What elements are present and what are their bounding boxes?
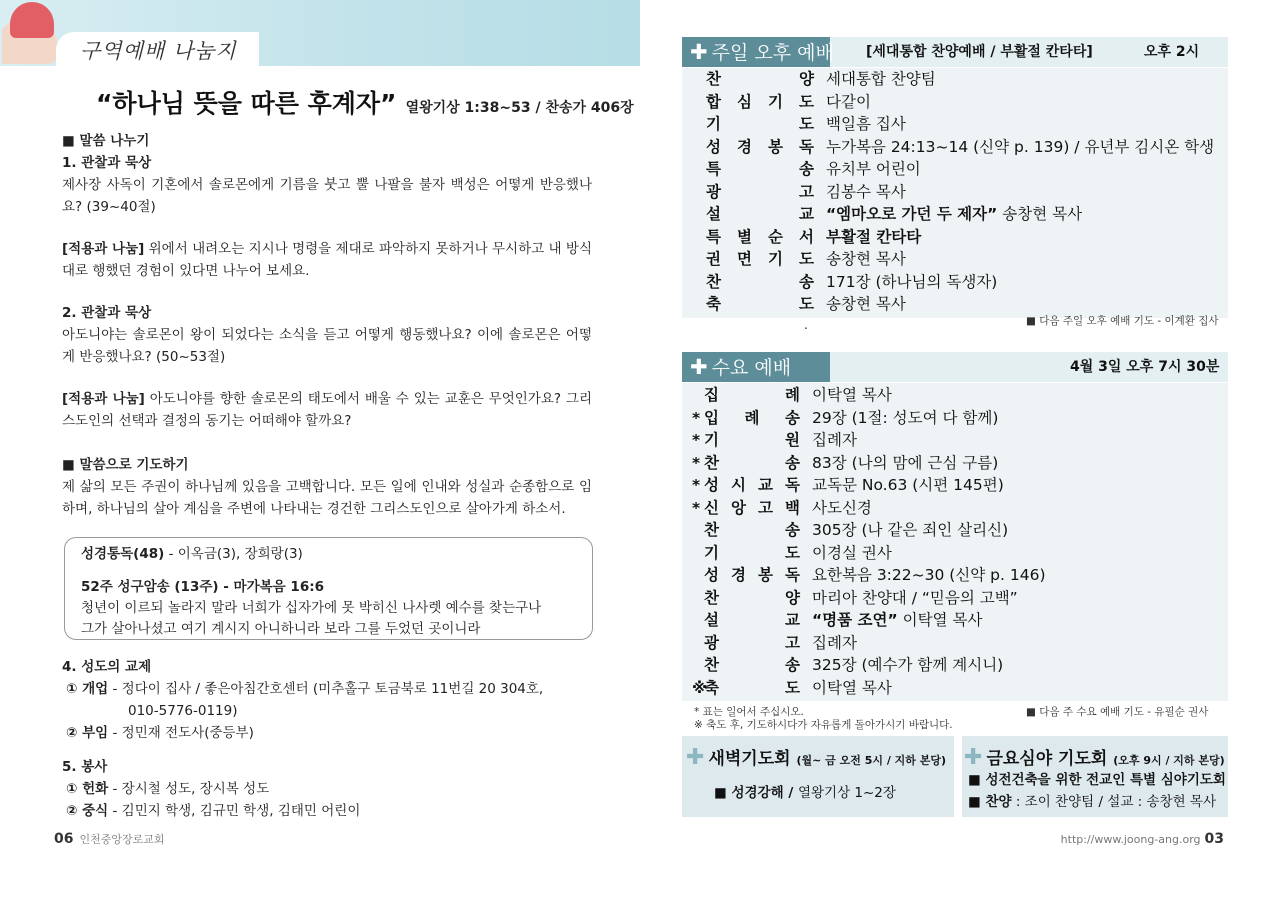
order-label-text: 찬 송 [706, 272, 814, 291]
f1-label: ① 개업 [66, 681, 109, 697]
order-mark [692, 632, 704, 655]
order-value: 다같이 [826, 92, 871, 111]
order-value: 유치부 어린이 [826, 160, 921, 178]
church-name: 인천중앙장로교회 [79, 833, 165, 846]
sermon-title [96, 84, 634, 120]
order-label-text: 축 도 [704, 678, 800, 697]
order-label-text: 기 도 [704, 543, 800, 562]
order-row [692, 677, 1046, 700]
sunday-header-label [682, 37, 834, 67]
prayer-text: 제 삶의 모든 주권이 하나님께 있음을 고백합니다. 모든 일에 인내와 성실과 순종함으로 임하며, 하나님의 살아 계심을 주변에 나타내는 경건한 그리스도인으로 살아가게 하소서. [62, 479, 592, 517]
friday-subtitle: (오후 9시 / 지하 본당) [1113, 754, 1225, 767]
order-label [692, 407, 804, 430]
apply-label: [적용과 나눔] [62, 241, 145, 257]
order-label-text: 찬 송 [704, 453, 800, 472]
order-row [706, 158, 1214, 181]
order-value: 세대통합 찬양팀 [826, 70, 936, 88]
order-label [692, 429, 804, 452]
friday-title-text: 금요심야 기도회 [986, 749, 1108, 769]
order-row [692, 497, 1046, 520]
order-value: 김봉수 목사 [826, 182, 906, 201]
order-label-text: 입 례 송 [704, 408, 800, 427]
order-value: 사도신경 [812, 498, 872, 517]
order-row [706, 91, 1214, 114]
order-value: 이경실 권사 [812, 543, 892, 562]
right-page [640, 0, 1280, 904]
a2-paragraph [62, 388, 592, 432]
order-row [706, 271, 1214, 294]
order-mark: * [692, 431, 701, 449]
dawn-prayer-line [714, 781, 896, 801]
bible-reading-label: 성경통독(48) [81, 546, 165, 562]
plus-icon: ✚ [964, 745, 983, 770]
q1-text: 제사장 사독이 기혼에서 솔로몬에게 기름을 붓고 뿔 나팔을 불자 백성은 어떻게 반응했나요? (39~40절) [62, 177, 592, 215]
order-mark: * [692, 498, 701, 517]
order-mark [692, 564, 704, 587]
order-value: 이탁열 목사 [812, 678, 892, 697]
order-row [692, 587, 1046, 610]
order-value: 집례자 [812, 633, 857, 652]
memory-verse-line2: 그가 살아나셨고 여기 계시지 아니하니라 보라 그를 두었던 곳이니라 [81, 621, 481, 637]
order-value: 이탁열 목사 [812, 386, 892, 404]
order-mark [692, 587, 704, 610]
discussion-content [62, 128, 592, 520]
order-value: 부활절 칸타타 [826, 227, 922, 246]
order-label-text: 성 경 봉 독 [704, 566, 800, 584]
order-label-text: 설 교 [706, 205, 814, 223]
order-value: 마리아 찬양대 / “믿음의 고백” [812, 588, 1018, 607]
order-value: 171장 (하나님의 독생자) [826, 272, 998, 291]
plus-icon: ✚ [686, 745, 705, 770]
order-row [692, 519, 1046, 542]
order-label [706, 91, 818, 114]
order-row [706, 203, 1214, 226]
order-value: “명품 조연” 이탁열 목사 [812, 611, 983, 629]
service-title: 5. 봉사 [62, 759, 108, 775]
order-mark [692, 519, 704, 542]
order-value: 83장 (나의 맘에 근심 구름) [812, 453, 999, 472]
word-sharing-heading: ■ 말씀 나누기 [62, 133, 150, 149]
order-label-text: 특 별 순 서 [706, 227, 814, 246]
q2-title: 2. 관찰과 묵상 [62, 305, 152, 321]
order-label [692, 497, 804, 520]
order-label [706, 181, 818, 204]
order-label [706, 293, 818, 316]
apply-label-2: [적용과 나눔] [62, 391, 145, 407]
sunday-next-note: ■ 다음 주일 오후 예배 기도 - 이계환 집사 [1026, 315, 1219, 327]
right-page-number: 03 [1204, 831, 1224, 847]
order-label [706, 203, 818, 226]
heart-icon [10, 2, 54, 38]
order-label [706, 136, 818, 159]
a2-text: 아도니야를 향한 솔로몬의 태도에서 배울 수 있는 교훈은 무엇인가요? 그리스도인의 선택과 결정의 동기는 어떠해야 할까요? [62, 391, 593, 429]
order-mark [692, 654, 704, 677]
order-label [692, 609, 804, 632]
order-label [692, 654, 804, 677]
order-row [706, 113, 1214, 136]
order-label [692, 587, 804, 610]
fellowship-service [62, 656, 602, 822]
order-label-text: 특 송 [706, 160, 814, 178]
wednesday-note-1: * 표는 일어서 주십시오. [694, 706, 804, 718]
s1-text: - 장시철 성도, 장시복 성도 [108, 781, 270, 797]
order-label-text: 성 경 봉 독 [706, 137, 814, 156]
plus-icon: ✚ [690, 40, 708, 64]
order-row [692, 632, 1046, 655]
order-mark: * [692, 408, 701, 427]
stray-dot: . [804, 318, 808, 332]
order-value: 29장 (1절: 성도여 다 함께) [812, 408, 999, 427]
wednesday-next-note: ■ 다음 주 수요 예배 기도 - 유필순 권사 [1026, 706, 1209, 718]
s1-label: ① 헌화 [66, 781, 109, 797]
order-row [692, 542, 1046, 565]
fellowship-item-2 [62, 722, 602, 744]
memory-verse-line1: 청년이 이르되 놀라지 말라 너희가 십자가에 못 박히신 나사렛 예수를 찾는구나 [81, 600, 542, 616]
order-label [692, 519, 804, 542]
f2-text: - 정민재 전도사(중등부) [108, 725, 254, 741]
order-label-text: 축 도 [706, 295, 814, 313]
order-row [692, 452, 1046, 475]
friday-line-1-text: ■ 성전건축을 위한 전교인 특별 심야기도회 [968, 772, 1226, 788]
order-mark: * [692, 453, 701, 472]
order-label [706, 226, 818, 249]
order-label-text: 합 심 기 도 [706, 92, 814, 111]
sunday-title: 주일 오후 예배 [711, 42, 834, 64]
order-label-text: 광 고 [706, 182, 814, 201]
order-value: 교독문 No.63 (시편 145편) [812, 476, 1004, 494]
order-label-text: 기 원 [704, 431, 800, 449]
sunday-subtitle: [세대통합 찬양예배 / 부활절 칸타타] [866, 44, 1093, 60]
order-value: 백일흠 집사 [826, 115, 906, 133]
sunday-time: 오후 2시 [1144, 44, 1200, 60]
order-mark: * [692, 476, 701, 494]
memory-verse-label: 52주 성구암송 (13주) - 마가복음 16:6 [81, 579, 325, 595]
order-value: 325장 (예수가 함께 계시니) [812, 656, 1004, 674]
friday-prayer-title [964, 744, 1225, 770]
dawn-line-text: 열왕기상 1~2장 [797, 785, 896, 801]
order-row [706, 68, 1214, 91]
order-row [706, 136, 1214, 159]
order-row [706, 248, 1214, 271]
dawn-line-label: ■ 성경강해 / [714, 785, 798, 801]
order-row [692, 474, 1046, 497]
right-footer [1061, 831, 1224, 847]
order-label [706, 113, 818, 136]
wednesday-datetime: 4월 3일 오후 7시 30분 [1070, 359, 1220, 375]
order-label [692, 452, 804, 475]
order-mark [692, 609, 704, 632]
order-mark [692, 542, 704, 565]
wednesday-order-list [692, 384, 1046, 699]
order-label-text: 찬 송 [704, 656, 800, 674]
sermon-reference: 열왕기상 1:38~53 / 찬송가 406장 [405, 100, 634, 116]
order-label-text: 기 도 [706, 115, 814, 133]
wednesday-note-2: ※ 축도 후, 기도하시다가 자유롭게 돌아가시기 바랍니다. [694, 719, 953, 731]
wednesday-title: 수요 예배 [711, 357, 792, 379]
plus-icon: ✚ [690, 355, 708, 379]
friday-line-2 [968, 790, 1216, 810]
order-row [692, 609, 1046, 632]
left-page-number: 06 [54, 831, 74, 847]
order-label [706, 68, 818, 91]
order-label [692, 384, 804, 407]
order-value: “엠마오로 가던 두 제자” 송창현 목사 [826, 205, 1083, 223]
order-row [692, 384, 1046, 407]
order-value: 송창현 목사 [826, 250, 906, 268]
left-footer [54, 831, 165, 847]
f2-label: ② 부임 [66, 725, 109, 741]
order-label-text: 광 고 [704, 633, 800, 652]
f1-text: - 정다이 집사 / 좋은아침간호센터 (미추홀구 토금북로 11번길 20 304호, [108, 681, 544, 697]
sermon-title-text: “하나님 뜻을 따른 후계자” [96, 89, 397, 118]
q2-text: 아도니야는 솔로몬이 왕이 되었다는 소식을 듣고 어떻게 행동했나요? 이에 솔로몬은 어떻게 반응했나요? (50~53절) [62, 327, 592, 365]
f1-phone: 010-5776-0119) [128, 703, 238, 719]
order-label [692, 564, 804, 587]
friday-line-2-label: ■ 찬양 [968, 794, 1012, 810]
order-label-text: 성 시 교 독 [704, 476, 800, 494]
bible-reading-box [64, 537, 593, 640]
sunday-order-list [706, 68, 1214, 316]
order-label-text: 찬 송 [704, 521, 800, 539]
order-row [692, 407, 1046, 430]
q1-title: 1. 관찰과 묵상 [62, 155, 152, 171]
order-mark: ※ [692, 678, 708, 697]
order-value: 요한복음 3:22~30 (신약 p. 146) [812, 566, 1046, 584]
order-value: 집례자 [812, 431, 857, 449]
order-label [706, 271, 818, 294]
order-label-text: 신 앙 고 백 [704, 498, 800, 517]
order-label-text: 설 교 [704, 611, 800, 629]
fellowship-title: 4. 성도의 교제 [62, 659, 152, 675]
friday-line-2-text: : 조이 찬양팀 / 설교 : 송창현 목사 [1011, 794, 1217, 810]
order-mark [692, 384, 704, 407]
order-label [706, 158, 818, 181]
order-label [692, 474, 804, 497]
dawn-prayer-title [686, 744, 946, 770]
order-label [692, 542, 804, 565]
order-value: 송창현 목사 [826, 295, 906, 313]
a1-text: 위에서 내려오는 지시나 명령을 제대로 파악하지 못하거나 무시하고 내 방식대로 행했던 경험이 있다면 나누어 보세요. [62, 241, 592, 279]
prayer-heading: ■ 말씀으로 기도하기 [62, 457, 189, 473]
website-url: http://www.joong-ang.org [1060, 833, 1201, 846]
dawn-title-text: 새벽기도회 [708, 749, 791, 769]
order-row [692, 429, 1046, 452]
order-value: 305장 (나 같은 죄인 살리신) [812, 521, 1009, 539]
order-row [706, 226, 1214, 249]
fellowship-item-1 [62, 678, 602, 700]
order-label-text: 찬 양 [706, 70, 814, 88]
order-label-text: 권 면 기 도 [706, 250, 814, 268]
order-label [692, 632, 804, 655]
a1-paragraph [62, 238, 592, 282]
order-value: 누가복음 24:13~14 (신약 p. 139) / 유년부 김시온 학생 [826, 137, 1215, 156]
order-label [706, 248, 818, 271]
order-row [692, 654, 1046, 677]
order-row [692, 564, 1046, 587]
dawn-subtitle: (월~ 금 오전 5시 / 지하 본당) [796, 754, 947, 767]
section-tab: 구역예배 나눔지 [56, 32, 259, 68]
order-label-text: 집 례 [704, 386, 800, 404]
friday-line-1 [968, 768, 1226, 788]
service-item-2 [62, 800, 602, 822]
wednesday-header-label [682, 352, 830, 382]
service-item-1 [62, 778, 602, 800]
order-row [706, 181, 1214, 204]
order-label-text: 찬 양 [704, 588, 800, 607]
s2-label: ② 중식 [66, 803, 109, 819]
order-label [692, 677, 804, 700]
s2-text: - 김민지 학생, 김규민 학생, 김태민 어린이 [108, 803, 361, 819]
bible-reading-text: - 이옥금(3), 장희랑(3) [164, 546, 303, 562]
